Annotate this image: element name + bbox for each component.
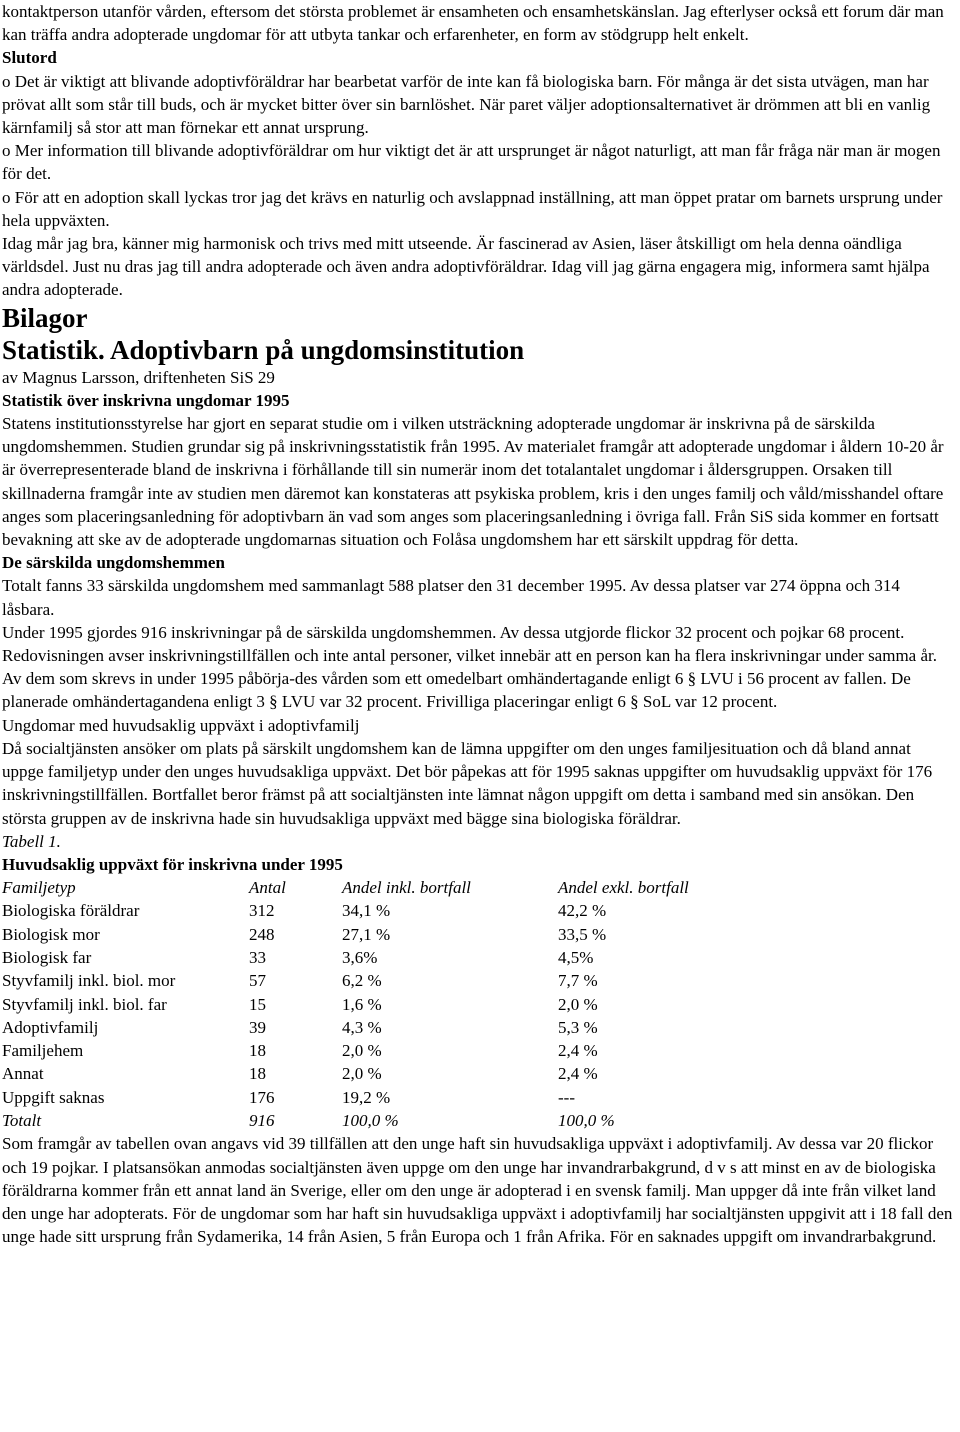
table-cell: 19,2 % bbox=[342, 1087, 391, 1107]
table-header-row bbox=[2, 876, 956, 899]
table-row bbox=[2, 1062, 956, 1085]
table-cell: Styvfamilj inkl. biol. mor bbox=[2, 971, 176, 991]
table-header-cell: Antal bbox=[249, 878, 286, 898]
table-cell: Adoptivfamilj bbox=[2, 1017, 99, 1037]
sarskilda-paragraph-2: Under 1995 gjordes 916 inskrivningar på de särskilda ungdomshemmen. Av dessa utgjorde flickor 32 procent och pojkar 68 procent. Redovisningen avser inskrivningstillfällen och inte antal personer, vilket innebär att en person kan ha flera inskrivningar under samma år. bbox=[2, 622, 937, 666]
table-cell: 18 bbox=[249, 1064, 266, 1084]
table-row bbox=[2, 946, 956, 969]
table-cell: --- bbox=[558, 1087, 575, 1107]
uppvaxt-heading: Ungdomar med huvudsaklig uppväxt i adoptivfamilj bbox=[2, 715, 360, 735]
table-cell: 2,4 % bbox=[558, 1064, 598, 1084]
statistik-paragraph: Statens institutionsstyrelse har gjort en separat studie om i vilken utsträckning adopterade ungdomar är inskrivna på de särskilda ungdomshemmen. Studien grundar sig på inskrivningsstatistik från 1995. Av materialet framgår att adopterade ungdomar i åldern 10-20 år är överrepresenterade bland de inskrivna i förhållande till sin numerär inom det totalantalet ungdomar i åldersgruppen. Orsaken till skillnaderna framgår inte av studien men däremot kan konstateras att psykiska problem, kris i den unges familj och våld/misshandel oftare anges som placeringsanledning för adoptivbarn än vad som anges som placeringsanledning i övriga fall. Från SiS sida kommer en fortsatt bevakning att ske av de adopterade ungdomarnas situation och Folåsa ungdomshem har ett särskilt uppdrag för detta. bbox=[2, 414, 944, 550]
table-cell: 15 bbox=[249, 994, 266, 1014]
slutord-paragraph-4: Idag mår jag bra, känner mig harmonisk och trivs med mitt utseende. Är fascinerad av Asien, läser åtskilligt om hela denna oändliga världsdel. Just nu dras jag till andra adopterade och även andra adoptivföräldrar. Idag vill jag gärna engagera mig, informera samt hjälpa andra adopterade. bbox=[2, 234, 930, 300]
table-cell: Totalt bbox=[2, 1111, 42, 1131]
table-cell: 3,6% bbox=[342, 948, 378, 967]
table-cell: 100,0 % bbox=[342, 1111, 399, 1131]
family-type-table bbox=[2, 876, 956, 1132]
table-body bbox=[2, 899, 956, 1109]
table-cell: 2,0 % bbox=[342, 1041, 382, 1061]
table-cell: 248 bbox=[249, 924, 275, 944]
table-cell: 2,0 % bbox=[558, 994, 598, 1014]
table-header-cell: Andel inkl. bortfall bbox=[342, 878, 471, 898]
table-row bbox=[2, 899, 956, 922]
uppvaxt-paragraph: Då socialtjänsten ansöker om plats på särskilt ungdomshem kan de lämna uppgifter om den unges familjesituation och då bland annat uppge familjetyp under den unges huvudsakliga uppväxt. Det bör påpekas att för 1995 saknas uppgifter om huvudsaklig uppväxt för 176 inskrivningstillfällen. Bortfallet beror främst på att socialtjänsten inte lämnat någon uppgift om detta i samband med sin ansökan. Den största gruppen av de inskrivna hade sin huvudsakliga uppväxt med bägge sina biologiska föräldrar. bbox=[2, 738, 933, 828]
table-cell: 176 bbox=[249, 1087, 275, 1107]
table-cell: 42,2 % bbox=[558, 901, 607, 921]
bilagor-heading: Bilagor bbox=[2, 302, 88, 333]
table-cell: 916 bbox=[249, 1111, 275, 1131]
table-label: Tabell 1. bbox=[2, 831, 61, 851]
table-row bbox=[2, 1016, 956, 1039]
slutord-paragraph-3: o För att en adoption skall lyckas tror jag det krävs en naturlig och avslappnad inställning, att man öppet pratar om barnets ursprung under hela uppväxten. bbox=[2, 187, 943, 230]
table-cell: 57 bbox=[249, 971, 266, 991]
sarskilda-heading: De särskilda ungdomshemmen bbox=[2, 553, 225, 573]
slutord-paragraph-2: o Mer information till blivande adoptivföräldrar om hur viktigt det är att ursprunget är något naturligt, att man får fråga när man är mogen för det. bbox=[2, 141, 941, 184]
table-cell: Styvfamilj inkl. biol. far bbox=[2, 994, 167, 1014]
table-cell: 33,5 % bbox=[558, 924, 607, 944]
table-total-row bbox=[2, 1109, 956, 1132]
table-cell: 312 bbox=[249, 901, 275, 921]
table-cell: 7,7 % bbox=[558, 971, 598, 991]
closing-paragraph: Som framgår av tabellen ovan angavs vid 39 tillfällen att den unge haft sin huvudsakliga uppväxt i adoptivfamilj. Av dessa var 20 flickor och 19 pojkar. I platsansökan anmodas socialtjänsten även uppge om den unge har invandrarbakgrund, d v s att minst en av de biologiska föräldrarna kommer från ett annat land än Sverige, eller om den unge är adopterad i en svensk familj. Man uppger då inte från vilket land den unge har adopterats. För de ungdomar som har haft sin huvudsakliga uppväxt i adoptivfamilj har socialtjänsten uppgivit att i 18 fall den unge hade sitt ursprung från Sydamerika, 14 från Asien, 5 från Europa och 1 från Afrika. För en saknades uppgift om invandrarbakgrund. bbox=[2, 1134, 953, 1247]
table-cell: 4,3 % bbox=[342, 1017, 382, 1037]
table-cell: 39 bbox=[249, 1017, 266, 1037]
table-cell: 4,5% bbox=[558, 948, 594, 967]
table-cell: 27,1 % bbox=[342, 924, 391, 944]
table-cell: Biologiska föräldrar bbox=[2, 901, 140, 921]
table-cell: 1,6 % bbox=[342, 994, 382, 1014]
table-row bbox=[2, 993, 956, 1016]
table-cell: Familjehem bbox=[2, 1041, 84, 1061]
slutord-heading: Slutord bbox=[2, 48, 57, 68]
table-row bbox=[2, 1086, 956, 1109]
slutord-paragraph-1: o Det är viktigt att blivande adoptivföräldrar har bearbetat varför de inte kan få biologiska barn. För många är det sista utvägen, man har prövat allt som står till buds, och är mycket bitter över sin barnlöshet. När paret väljer adoptionsalternativet är drömmen att bli en vanlig kärnfamilj så stor att man förnekar ett annat ursprung. bbox=[2, 71, 931, 138]
table-cell: Annat bbox=[2, 1064, 44, 1084]
table-cell: 33 bbox=[249, 948, 266, 967]
sarskilda-paragraph-3: Av dem som skrevs in under 1995 påbörja-des vården som ett omedelbart omhändertagande enligt 6 § LVU i 56 procent av fallen. De planerade omhändertagandena enligt 3 § LVU var 32 procent. Frivilliga placeringar enligt 6 § SoL var 12 procent. bbox=[2, 669, 911, 712]
table-cell: 6,2 % bbox=[342, 971, 382, 991]
statistik-subheading: Statistik över inskrivna ungdomar 1995 bbox=[2, 390, 290, 410]
table-cell: 5,3 % bbox=[558, 1017, 598, 1037]
statistik-heading: Statistik. Adoptivbarn på ungdomsinstitution bbox=[2, 334, 525, 365]
intro-paragraph: kontaktperson utanför vården, eftersom det största problemet är ensamheten och ensamhetskänslan. Jag efterlyser också ett forum där man kan träffa andra adopterade ungdomar för att utbyta tankar och erfarenheter, en form av stödgrupp helt enkelt. bbox=[2, 2, 944, 45]
table-header-cell: Andel exkl. bortfall bbox=[558, 878, 689, 898]
author-line: av Magnus Larsson, driftenheten SiS 29 bbox=[2, 367, 275, 387]
table-title: Huvudsaklig uppväxt för inskrivna under 1995 bbox=[2, 854, 343, 874]
table-cell: Biologisk far bbox=[2, 948, 92, 967]
table-header-cell: Familjetyp bbox=[2, 878, 76, 898]
table-cell: 34,1 % bbox=[342, 901, 391, 921]
table-cell: 100,0 % bbox=[558, 1111, 615, 1131]
table-cell: Uppgift saknas bbox=[2, 1087, 105, 1107]
sarskilda-paragraph-1: Totalt fanns 33 särskilda ungdomshem med sammanlagt 588 platser den 31 december 1995. Av dessa platser var 274 öppna och 314 låsbara. bbox=[2, 576, 900, 619]
table-row bbox=[2, 1039, 956, 1062]
table-cell: Biologisk mor bbox=[2, 924, 100, 944]
table-row bbox=[2, 969, 956, 992]
table-cell: 2,4 % bbox=[558, 1041, 598, 1061]
table-cell: 2,0 % bbox=[342, 1064, 382, 1084]
table-cell: 18 bbox=[249, 1041, 266, 1061]
table-row bbox=[2, 923, 956, 946]
